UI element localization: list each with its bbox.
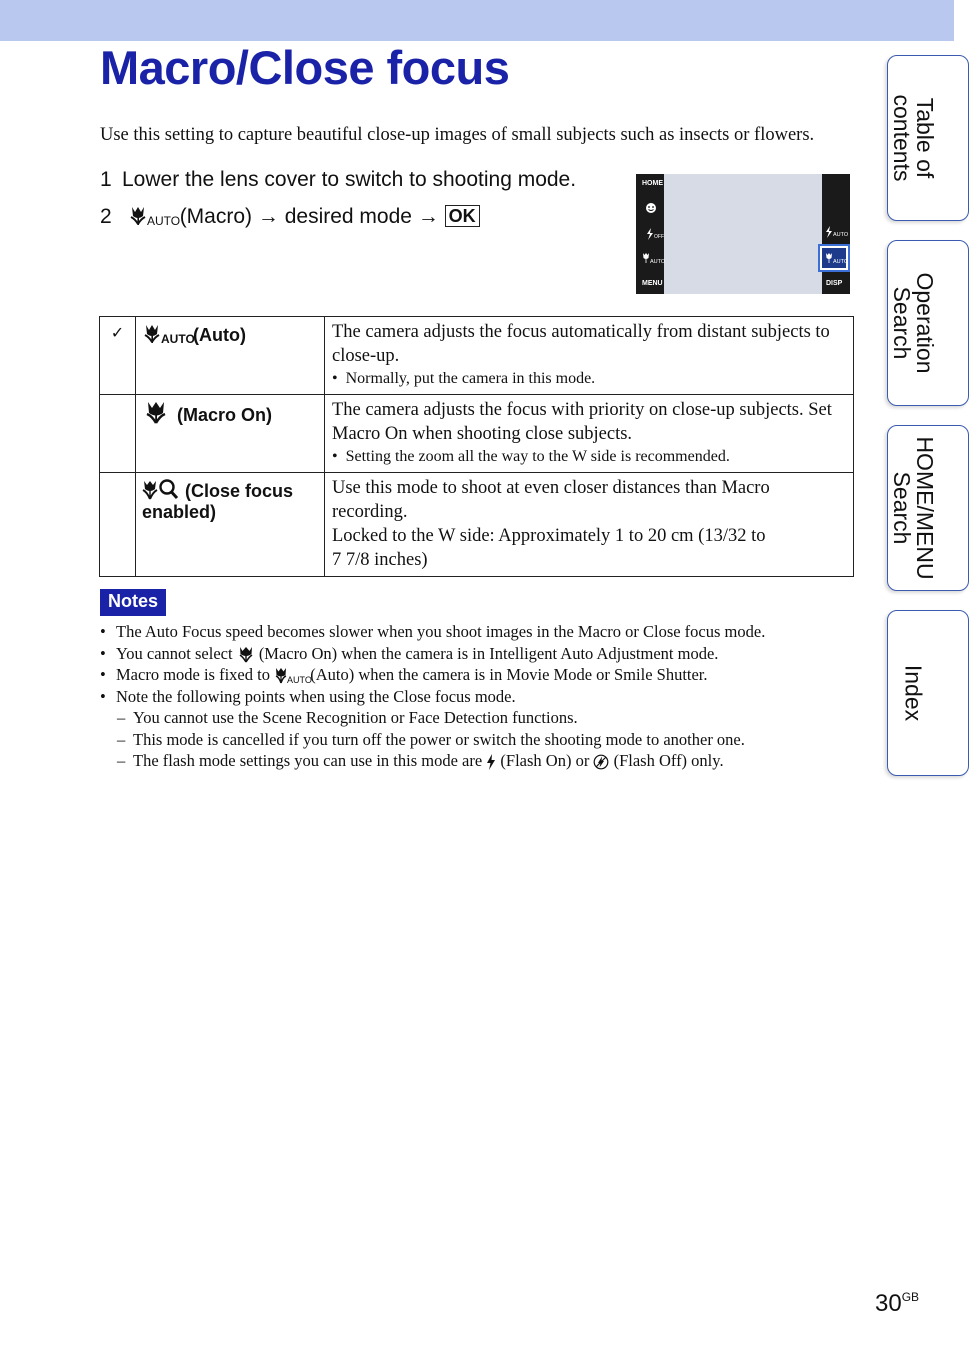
svg-text:AUTO: AUTO	[833, 232, 849, 238]
page-number: $30^{GB}$	[875, 1290, 920, 1317]
list-item: • Note the following points when using the Close focus mode.	[100, 686, 860, 708]
table-row	[100, 395, 854, 473]
flash-off-icon	[593, 754, 609, 770]
step-number: 1	[100, 168, 112, 191]
intro-text: Use this setting to capture beautiful close-up images of small subjects such as insects or flowers.	[100, 125, 815, 145]
mode-tip: • Setting the zoom all the way to the W side is recommended.	[332, 448, 730, 465]
macro-auto-icon	[142, 321, 195, 346]
arrow-icon: →	[417, 205, 439, 228]
tab-label: Index	[900, 664, 927, 722]
tab-table-of-contents[interactable]	[887, 55, 969, 221]
tab-home-menu-search[interactable]	[887, 425, 969, 591]
list-item: – The flash mode settings you can use in this mode are (Flash On) or (Flash Off) only.	[100, 750, 860, 772]
svg-text:OFF: OFF	[654, 234, 664, 240]
menu-label: MENU	[642, 280, 663, 287]
mode-description-distance: Locked to the W side: Approximately 1 to 20 cm (13/32 to 7 7/8 inches)	[332, 526, 766, 570]
mode-label: (Close focus enabled)	[142, 481, 294, 522]
mode-description: The camera adjusts the focus with priority on close-up subjects. Set Macro On when shooting close subjects.	[332, 400, 832, 444]
macro-auto-icon	[274, 666, 312, 685]
mode-description: The camera adjusts the focus automatically from distant subjects to close-up.	[332, 322, 830, 366]
mode-table	[99, 316, 854, 577]
notes-list	[100, 621, 860, 772]
page-suffix: GB	[901, 1290, 920, 1304]
default-check-mark: ✓	[100, 317, 136, 395]
svg-text:AUTO: AUTO	[287, 675, 312, 685]
page-title: Macro/Close focus	[100, 41, 510, 94]
home-label: HOME	[642, 180, 663, 187]
camera-screen-illustration	[636, 174, 850, 294]
selected-macro-mode-icon	[820, 246, 848, 270]
tab-operation-search[interactable]	[887, 240, 969, 406]
tab-index[interactable]	[887, 610, 969, 776]
mode-description-cell	[325, 317, 854, 395]
list-item: – You cannot use the Scene Recognition or Face Detection functions.	[100, 707, 860, 729]
mode-name-cell	[136, 317, 325, 395]
step-1	[100, 168, 576, 192]
macro-auto-icon	[128, 203, 180, 228]
close-focus-icon	[142, 477, 180, 501]
smile-icon	[645, 202, 657, 214]
svg-text:AUTO: AUTO	[146, 214, 180, 228]
macro-label: (Macro)	[179, 205, 253, 228]
flash-off-icon	[645, 228, 664, 240]
mode-label: (Auto)	[193, 325, 246, 345]
list-item: • Macro mode is fixed to AUTO (Auto) when the camera is in Movie Mode or Smile Shutter.	[100, 664, 860, 686]
svg-text:AUTO: AUTO	[161, 332, 195, 346]
flash-auto-icon	[825, 226, 847, 238]
arrow-icon: →	[257, 205, 279, 228]
list-item: – This mode is cancelled if you turn off the power or switch the shooting mode to another one.	[100, 729, 860, 751]
mode-name-cell	[136, 395, 325, 473]
ok-button-icon: OK	[445, 205, 480, 227]
check-cell	[100, 395, 136, 473]
macro-auto-small-icon	[641, 252, 666, 265]
check-cell	[100, 473, 136, 577]
flash-on-icon	[486, 754, 496, 770]
table-row	[100, 317, 854, 395]
table-row	[100, 473, 854, 577]
step-2	[100, 203, 480, 229]
tab-label: HOME/MENU Search	[889, 436, 938, 580]
svg-text:AUTO: AUTO	[650, 259, 666, 265]
camera-viewfinder	[664, 174, 822, 294]
list-item: • You cannot select (Macro On) when the camera is in Intelligent Auto Adjustment mode.	[100, 643, 860, 665]
tab-label: Table of contents	[889, 94, 938, 182]
tab-label: Operation Search	[889, 272, 938, 374]
mode-label: (Macro On)	[177, 405, 273, 425]
svg-text:AUTO: AUTO	[833, 259, 849, 265]
mode-name-cell	[136, 473, 325, 577]
mode-description: Use this mode to shoot at even closer distances than Macro recording.	[332, 478, 770, 522]
macro-on-icon	[237, 645, 255, 663]
step-text: Lower the lens cover to switch to shooting mode.	[122, 168, 577, 191]
mode-description-cell	[325, 395, 854, 473]
step-number: 2	[100, 205, 112, 228]
notes-badge: Notes	[100, 589, 166, 616]
top-banner	[0, 0, 954, 41]
macro-on-icon	[142, 399, 172, 425]
mode-description-cell	[325, 473, 854, 577]
disp-label: DISP	[826, 280, 843, 287]
desired-mode-text: desired mode	[284, 205, 412, 228]
mode-tip: • Normally, put the camera in this mode.	[332, 370, 596, 387]
list-item: • The Auto Focus speed becomes slower when you shoot images in the Macro or Close focus mode.	[100, 621, 860, 643]
